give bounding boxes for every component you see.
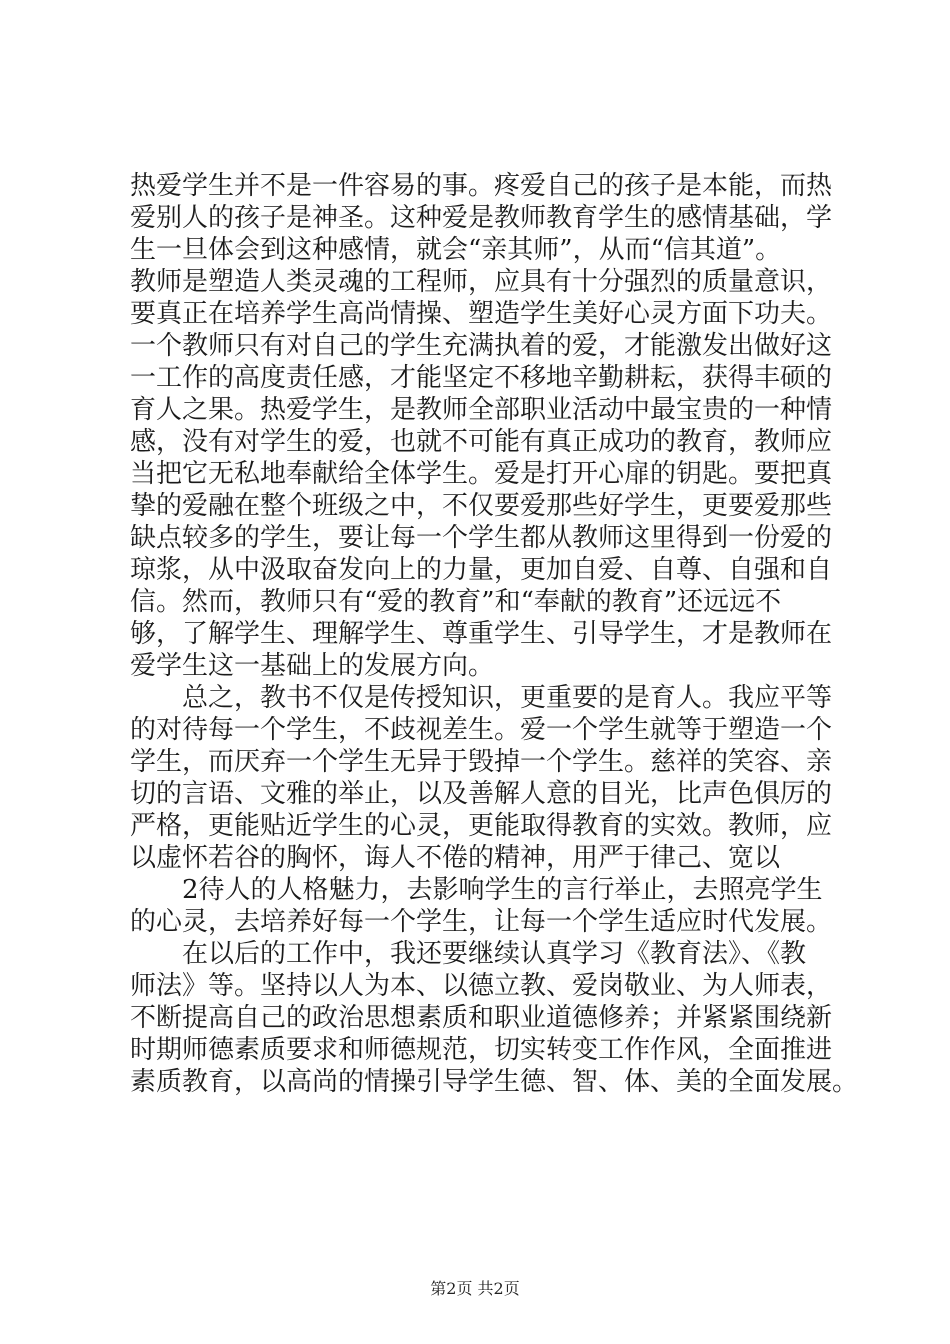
text-line: 切的言语、文雅的举止，以及善解人意的目光，比声色俱厉的 xyxy=(130,779,833,809)
text-line: 缺点较多的学生，要让每一个学生都从教师这里得到一份爱的 xyxy=(130,523,833,553)
text-line: 的对待每一个学生，不歧视差生。爱一个学生就等于塑造一个 xyxy=(130,715,833,745)
text-line: 感，没有对学生的爱，也就不可能有真正成功的教育，教师应 xyxy=(130,427,833,457)
text-line: 在以后的工作中，我还要继续认真学习《教育法》、《教 xyxy=(182,939,807,969)
text-line: 2待人的人格魅力，去影响学生的言行举止，去照亮学生 xyxy=(182,875,823,905)
text-line: 以虚怀若谷的胸怀，诲人不倦的精神，用严于律己、宽以 xyxy=(130,843,781,873)
text-line: 爱学生这一基础上的发展方向。 xyxy=(130,651,495,681)
text-line: 生一旦体会到这种感情，就会“亲其师”，从而“信其道”。 xyxy=(130,235,782,265)
text-line: 一工作的高度责任感，才能坚定不移地辛勤耕耘，获得丰硕的 xyxy=(130,363,833,393)
text-line: 时期师德素质要求和师德规范，切实转变工作作风，全面推进 xyxy=(130,1035,833,1065)
text-line: 不断提高自己的政治思想素质和职业道德修养；并紧紧围绕新 xyxy=(130,1003,833,1033)
text-line: 素质教育，以高尚的情操引导学生德、智、体、美的全面发展。 xyxy=(130,1067,859,1097)
text-line: 的心灵，去培养好每一个学生，让每一个学生适应时代发展。 xyxy=(130,907,833,937)
text-line: 爱别人的孩子是神圣。这种爱是教师教育学生的感情基础，学 xyxy=(130,203,833,233)
text-line: 教师是塑造人类灵魂的工程师，应具有十分强烈的质量意识， xyxy=(130,267,833,297)
text-line: 师法》等。坚持以人为本、以德立教、爱岗敬业、为人师表， xyxy=(130,971,833,1001)
text-line: 挚的爱融在整个班级之中，不仅要爱那些好学生，更要爱那些 xyxy=(130,491,833,521)
text-line: 信。然而，教师只有“爱的教育”和“奉献的教育”还远远不 xyxy=(130,587,782,617)
text-line: 热爱学生并不是一件容易的事。疼爱自己的孩子是本能，而热 xyxy=(130,171,833,201)
text-line: 一个教师只有对自己的学生充满执着的爱，才能激发出做好这 xyxy=(130,331,833,361)
text-line: 育人之果。热爱学生，是教师全部职业活动中最宝贵的一种情 xyxy=(130,395,833,425)
text-line: 当把它无私地奉献给全体学生。爱是打开心扉的钥匙。要把真 xyxy=(130,459,833,489)
text-line: 严格，更能贴近学生的心灵，更能取得教育的实效。教师，应 xyxy=(130,811,833,841)
document-body xyxy=(130,170,859,1098)
page-number-footer: 第2页 共2页 xyxy=(430,1279,520,1298)
text-line: 总之，教书不仅是传授知识，更重要的是育人。我应平等 xyxy=(182,683,833,713)
text-line: 琼浆，从中汲取奋发向上的力量，更加自爱、自尊、自强和自 xyxy=(130,555,833,585)
text-line: 学生，而厌弃一个学生无异于毁掉一个学生。慈祥的笑容、亲 xyxy=(130,747,833,777)
text-line: 要真正在培养学生高尚情操、塑造学生美好心灵方面下功夫。 xyxy=(130,299,833,329)
text-line: 够，了解学生、理解学生、尊重学生、引导学生，才是教师在 xyxy=(130,619,833,649)
